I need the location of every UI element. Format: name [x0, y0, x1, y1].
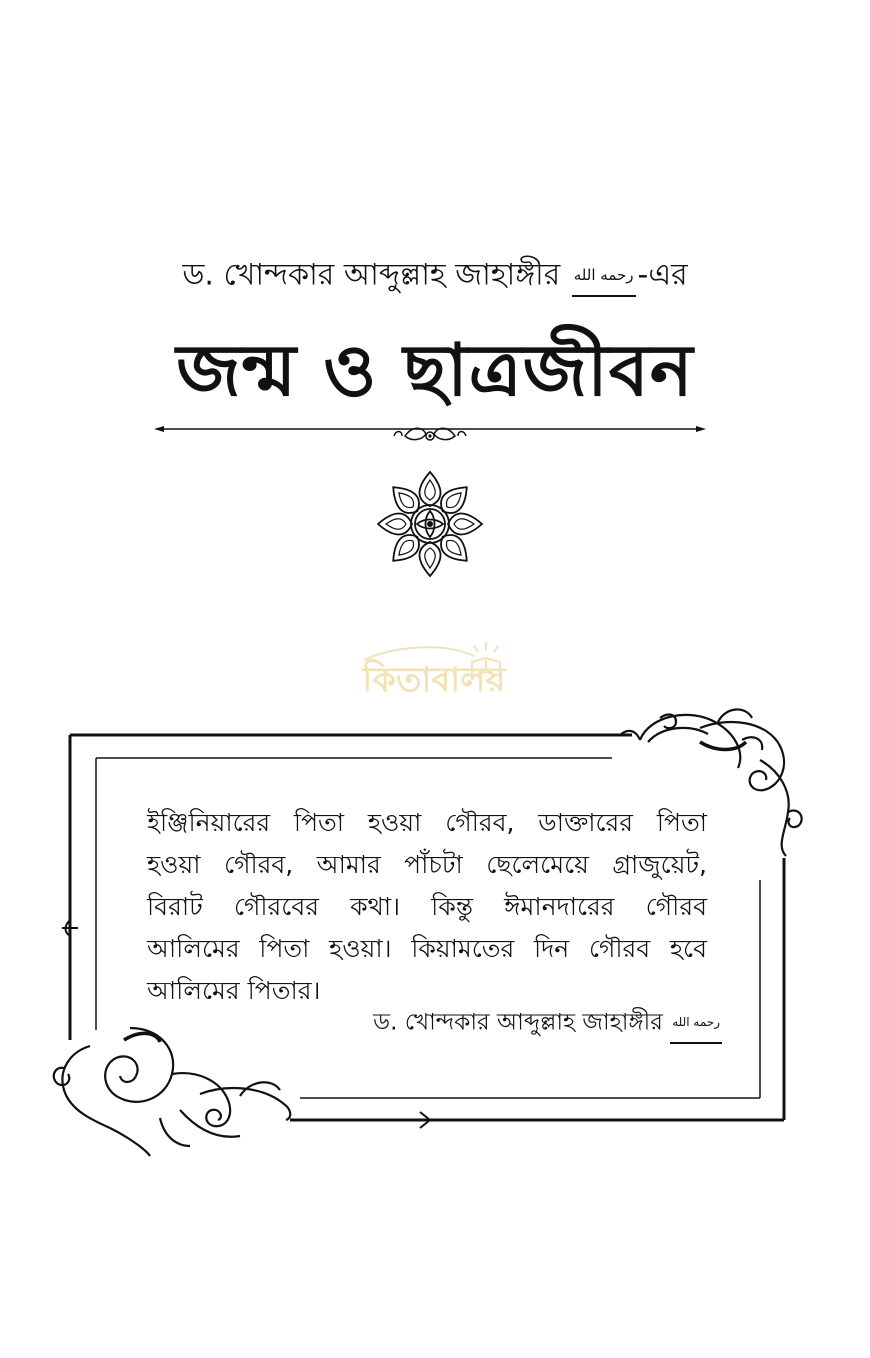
flourish-bottom-left-icon — [54, 1028, 291, 1156]
attribution-honorific: رحمه الله — [670, 1002, 722, 1044]
honorific-calligraphy: رحمه الله — [572, 255, 636, 297]
quote-line: আলিমের পিতা হওয়া। কিয়ামতের দিন গৌরব হবে — [147, 934, 707, 963]
quote-line: ইঞ্জিনিয়ারের পিতা হওয়া গৌরব, ডাক্তারের পিতা — [147, 808, 707, 837]
quote-attribution — [260, 1002, 722, 1044]
page-title: জন্ম ও ছাত্রজীবন — [176, 328, 694, 412]
author-name: ড. খোন্দকার আব্দুল্লাহ জাহাঙ্গীর — [182, 257, 561, 293]
attribution-name: ড. খোন্দকার আব্দুল্লাহ জাহাঙ্গীর — [373, 1009, 663, 1036]
subtitle-suffix: -এর — [637, 257, 688, 293]
quote-line: আলিমের পিতার। — [147, 976, 321, 1005]
quote-text — [147, 802, 707, 1012]
watermark-text: কিতাবালয় — [362, 660, 506, 700]
quote-line: হওয়া গৌরব, আমার পাঁচটা ছেলেমেয়ে গ্রাজুয়েট, — [147, 850, 707, 879]
quote-line: বিরাট গৌরবের কথা। কিন্তু ঈমানদারের গৌরব — [147, 892, 707, 921]
